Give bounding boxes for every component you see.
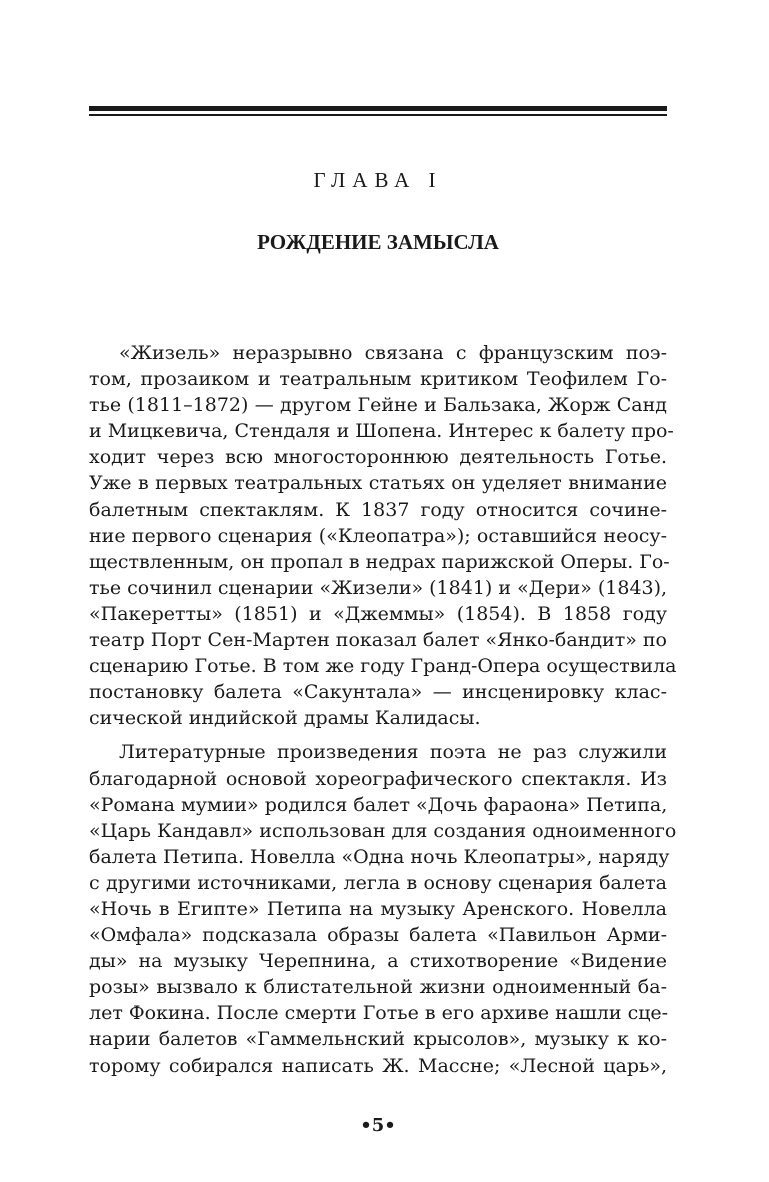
text-line: сценарию Готье. В том же году Гранд-Опера осуществила xyxy=(89,655,677,678)
text-line: благодарной основой хореографического спектакля. Из xyxy=(89,767,667,790)
text-line: постановку балета «Сакунтала» — инсценировку клас- xyxy=(89,681,667,704)
text-line: «Царь Кандавл» использован для создания одноименного xyxy=(89,819,677,842)
chapter-title: РОЖДЕНИЕ ЗАМЫСЛА xyxy=(257,230,499,254)
text-line: тье сочинил сценарии «Жизели» (1841) и «Дери» (1843), xyxy=(89,576,668,599)
text-line: торому собирался написать Ж. Массне; «Лесной царь», xyxy=(89,1054,667,1077)
text-line: ходит через всю многостороннюю деятельность Готье. xyxy=(89,446,667,469)
text-line: сической индийской драмы Калидасы. xyxy=(89,707,481,730)
text-line: театр Порт Сен-Мартен показал балет «Янко-бандит» по xyxy=(89,629,667,652)
text-line: с другими источниками, легла в основу сценария балета xyxy=(89,871,667,894)
text-line: и Мицкевича, Стендаля и Шопена. Интерес к балету про- xyxy=(89,420,674,443)
text-line: «Омфала» подсказала образы балета «Павильон Арми- xyxy=(89,924,667,947)
paragraph-gap xyxy=(89,731,667,739)
text-line: том, прозаиком и театральным критиком Теофилем Го- xyxy=(89,368,667,391)
paragraph xyxy=(89,340,677,731)
header-rule-thick xyxy=(89,106,667,111)
text-body xyxy=(89,340,677,1079)
text-line: ществленным, он пропал в недрах парижской Оперы. Го- xyxy=(89,550,670,573)
text-line: «Ночь в Египте» Петипа на музыку Аренского. Новелла xyxy=(89,897,667,920)
text-line: лет Фокина. После смерти Готье в его архиве нашли сце- xyxy=(89,1002,669,1025)
text-line: Литературные произведения поэта не раз служили xyxy=(119,741,667,764)
text-line: ды» на музыку Черепнина, а стихотворение «Видение xyxy=(89,950,667,973)
text-line: тье (1811–1872) — другом Гейне и Бальзака, Жорж Санд xyxy=(89,394,667,417)
text-line: ние первого сценария («Клеопатра»); оставшийся неосу- xyxy=(89,524,667,547)
text-line: балета Петипа. Новелла «Одна ночь Клеопатры», наряду xyxy=(89,845,670,868)
page-number: •5• xyxy=(360,1115,396,1136)
text-line: балетным спектаклям. К 1837 году относится сочине- xyxy=(89,498,667,521)
header-rule-thin xyxy=(89,114,667,116)
paragraph xyxy=(89,739,677,1078)
text-line: «Пакеретты» (1851) и «Джеммы» (1854). В 1858 году xyxy=(89,602,667,625)
text-line: Уже в первых театральных статьях он уделяет внимание xyxy=(89,472,667,495)
chapter-label: ГЛАВА I xyxy=(313,168,443,192)
text-line: нарии балетов «Гаммельнский крысолов», музыку к ко- xyxy=(89,1028,667,1051)
text-line: «Романа мумии» родился балет «Дочь фараона» Петипа, xyxy=(89,793,668,816)
text-line: «Жизель» неразрывно связана с французским поэ- xyxy=(119,342,667,364)
text-line: розы» вызвало к блистательной жизни одноименный ба- xyxy=(89,976,667,999)
